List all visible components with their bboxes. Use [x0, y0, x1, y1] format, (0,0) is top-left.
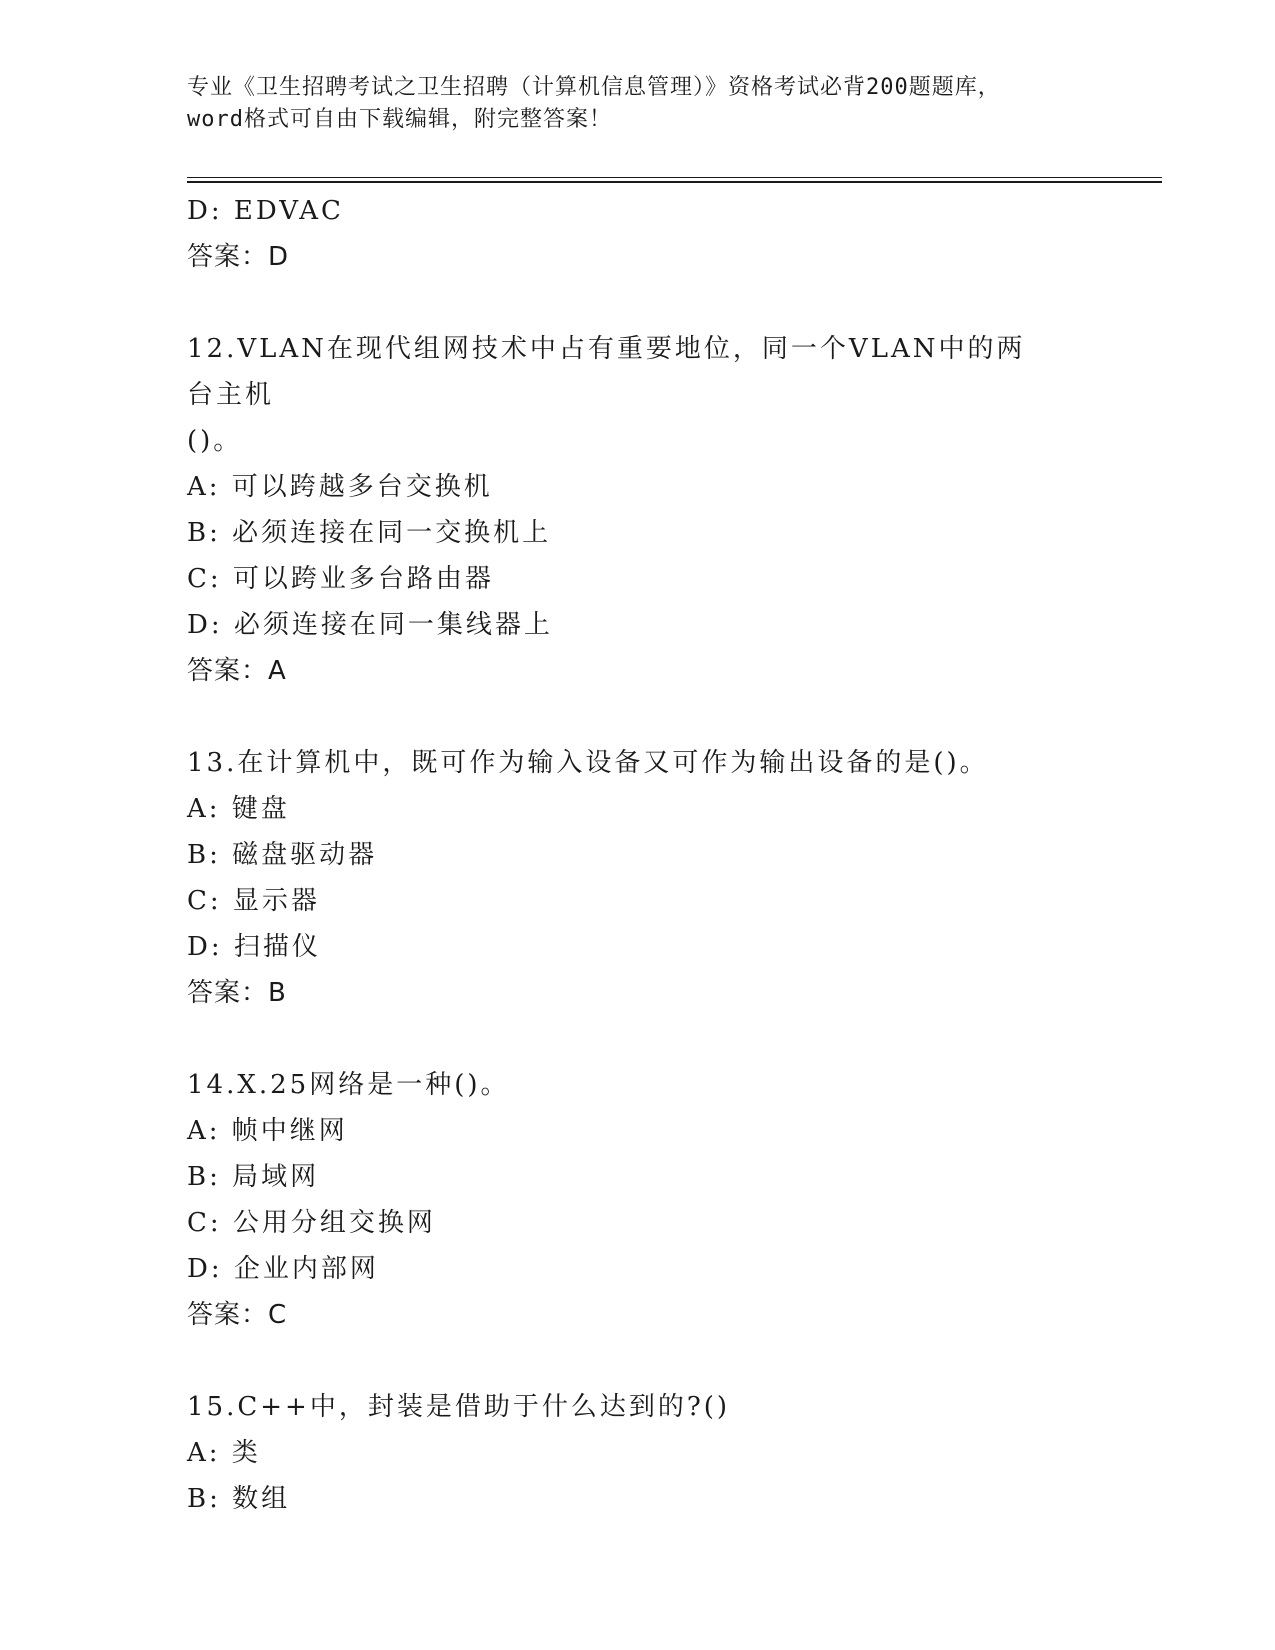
- spacer: [187, 694, 1087, 740]
- option-c: C: 显示器: [187, 886, 320, 916]
- answer-line: 答案：C: [187, 1300, 288, 1330]
- option-b: B: 磁盘驱动器: [187, 840, 378, 870]
- option-a: A: 类: [187, 1438, 261, 1468]
- option-b: B: 局域网: [187, 1162, 320, 1192]
- answer-line: 答案：B: [187, 978, 287, 1008]
- question-text-continued: ()。: [187, 426, 243, 456]
- question-text: 12.VLAN在现代组网技术中占有重要地位，同一个VLAN中的两台主机: [187, 334, 1026, 410]
- option-a: A: 帧中继网: [187, 1116, 348, 1146]
- question-12: [187, 326, 1087, 694]
- spacer: [187, 1338, 1087, 1384]
- question-11-tail: [187, 188, 1087, 280]
- option-d: D: EDVAC: [187, 196, 344, 226]
- option-a: A: 可以跨越多台交换机: [187, 472, 493, 502]
- option-b: B: 必须连接在同一交换机上: [187, 518, 552, 548]
- spacer: [187, 280, 1087, 326]
- question-text: 14.X.25网络是一种()。: [187, 1070, 510, 1100]
- question-14: [187, 1062, 1087, 1338]
- option-d: D: 扫描仪: [187, 932, 321, 962]
- option-c: C: 可以跨业多台路由器: [187, 564, 494, 594]
- header-subtitle-line: word格式可自由下载编辑，附完整答案！: [187, 107, 612, 132]
- option-b: B: 数组: [187, 1484, 291, 1514]
- question-15: [187, 1384, 1087, 1522]
- question-text: 15.C++中，封装是借助于什么达到的?(): [187, 1392, 731, 1422]
- header-title-line: 专业《卫生招聘考试之卫生招聘（计算机信息管理）》资格考试必背200题题库，: [187, 75, 1001, 100]
- question-text: 13.在计算机中，既可作为输入设备又可作为输出设备的是()。: [187, 748, 989, 778]
- answer-line: 答案：D: [187, 242, 290, 272]
- question-list: [187, 188, 1087, 1522]
- spacer: [187, 1016, 1087, 1062]
- document-header: [187, 72, 1087, 136]
- header-divider-thin: [187, 177, 1162, 178]
- option-d: D: 企业内部网: [187, 1254, 379, 1284]
- answer-line: 答案：A: [187, 656, 287, 686]
- option-c: C: 公用分组交换网: [187, 1208, 436, 1238]
- question-13: [187, 740, 1087, 1016]
- option-a: A: 键盘: [187, 794, 290, 824]
- header-divider-thick: [187, 181, 1162, 183]
- option-d: D: 必须连接在同一集线器上: [187, 610, 553, 640]
